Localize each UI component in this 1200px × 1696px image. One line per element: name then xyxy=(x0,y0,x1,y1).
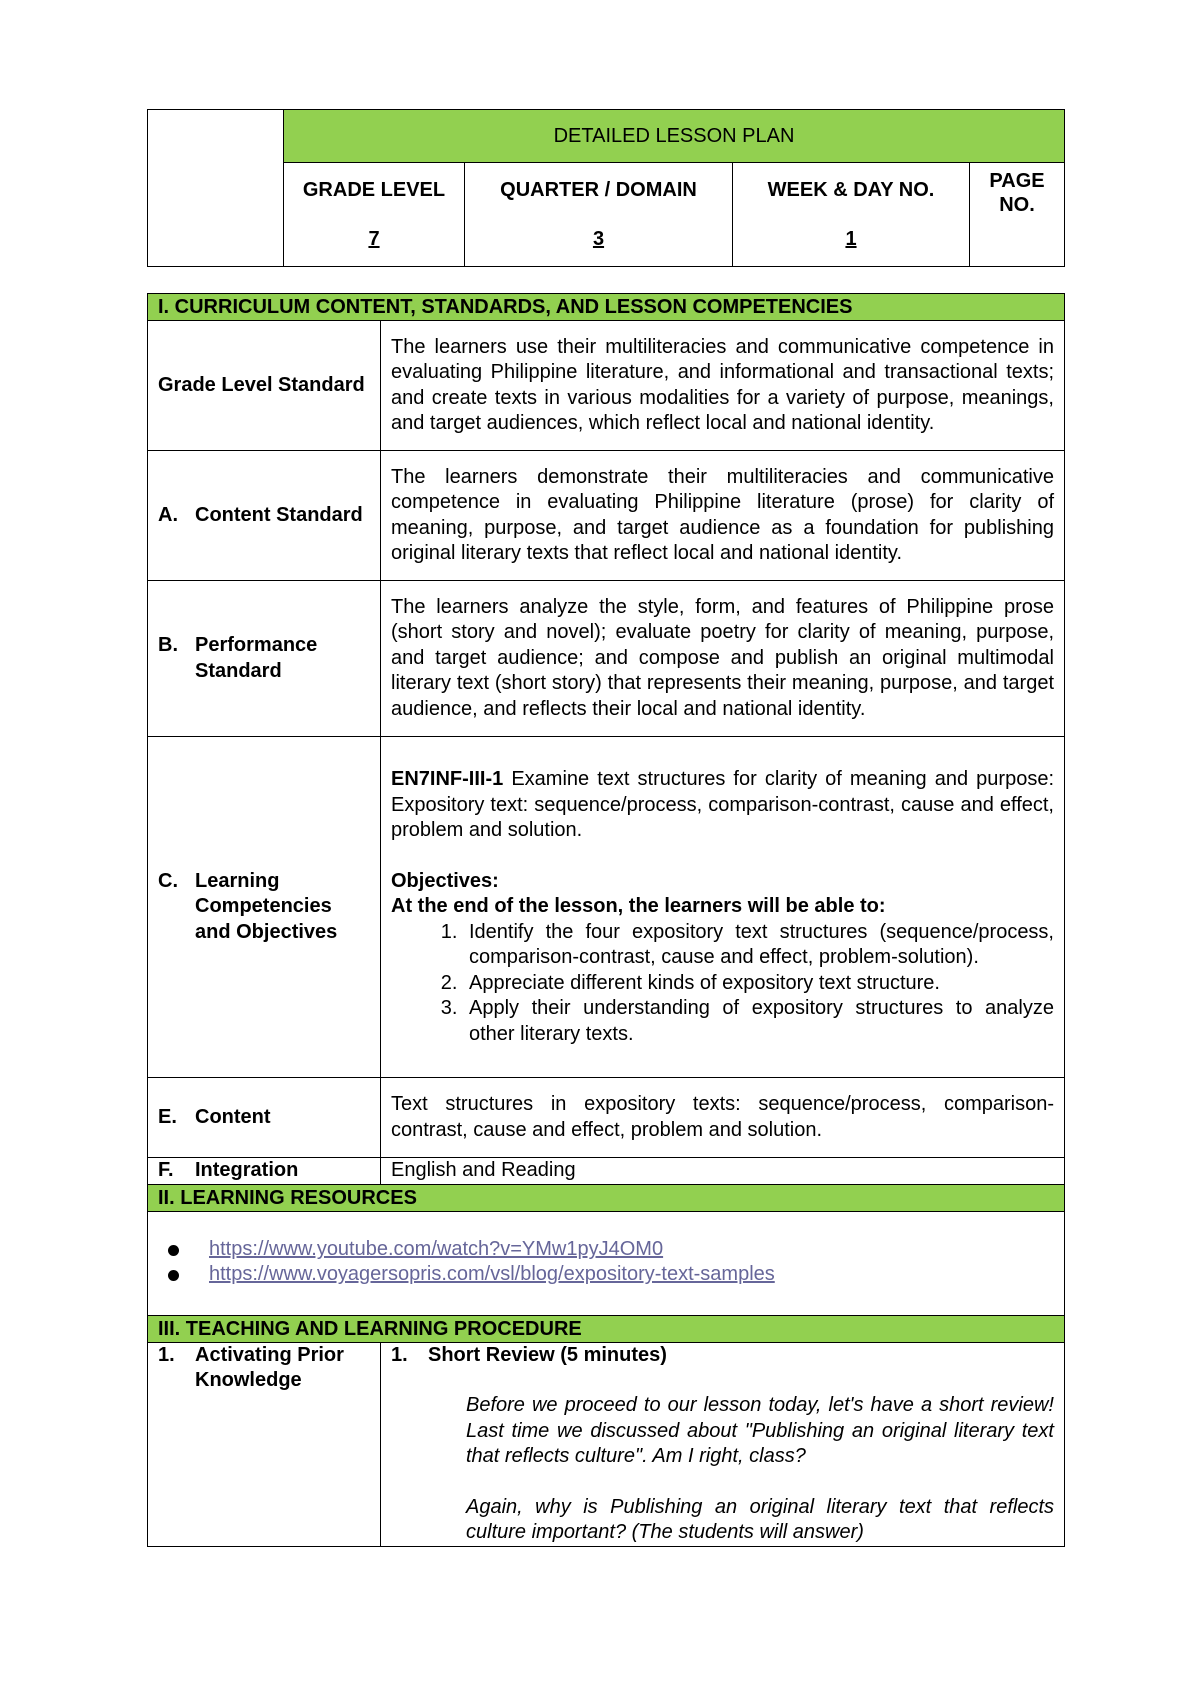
review-paragraph-1: Before we proceed to our lesson today, let's have a short review! Last time we discussed about "Publishing an original literary text that reflects culture". Am I right, class? xyxy=(466,1394,1054,1467)
short-review-title: Short Review (5 minutes) xyxy=(428,1343,667,1366)
week-day-cell xyxy=(733,163,970,267)
content-standard-label xyxy=(148,451,381,581)
performance-standard-mark: B. xyxy=(158,634,178,656)
objectives-intro: At the end of the lesson, the learners will be able to: xyxy=(391,895,886,917)
objectives-title: Objectives: xyxy=(391,869,499,892)
competency-code: EN7INF-III-1 xyxy=(391,768,504,790)
competency-statement xyxy=(391,767,1054,844)
integration-label xyxy=(148,1158,381,1185)
grade-level-cell xyxy=(284,163,465,267)
review-paragraph-2: Again, why is Publishing an original literary text that reflects culture important? (The students will answer) xyxy=(466,1495,1054,1543)
section-curriculum-heading: I. CURRICULUM CONTENT, STANDARDS, AND LESSON COMPETENCIES xyxy=(148,294,1065,321)
activating-label-text: Activating Prior Knowledge xyxy=(195,1343,344,1391)
resources-cell xyxy=(148,1211,1065,1315)
objective-item: 2. Appreciate different kinds of expository text structure. xyxy=(463,971,1054,997)
bullet-icon xyxy=(168,1245,179,1256)
resource-link-item xyxy=(168,1238,1054,1263)
competencies-mark: C. xyxy=(158,869,178,892)
page-no-cell xyxy=(970,163,1065,267)
activating-prior-knowledge-label xyxy=(148,1342,381,1546)
competencies-label xyxy=(148,737,381,1078)
integration-mark: F. xyxy=(158,1159,174,1181)
content-mark: E. xyxy=(158,1105,177,1128)
grade-level-label: GRADE LEVEL xyxy=(302,179,446,201)
integration-text: English and Reading xyxy=(381,1158,1065,1185)
content-label xyxy=(148,1078,381,1158)
content-standard-label-text: Content Standard xyxy=(195,503,363,526)
resource-links-list xyxy=(158,1238,1054,1288)
competencies-content xyxy=(381,737,1065,1078)
objectives-list xyxy=(391,920,1054,1048)
bullet-icon xyxy=(168,1270,179,1281)
short-review-heading xyxy=(391,1343,1054,1369)
content-standard-text: The learners demonstrate their multiliteracies and communicative competence in evaluating Philippine literature (prose) for clarity of meaning, purpose, and target audience as a foundation for publishing original literary texts that reflect local and national identity. xyxy=(381,451,1065,581)
short-review-mark: 1. xyxy=(391,1343,408,1366)
grade-level-standard-label xyxy=(148,321,381,451)
performance-standard-label xyxy=(148,581,381,737)
content-label-text: Content xyxy=(195,1105,271,1128)
week-day-label: WEEK & DAY NO. xyxy=(767,179,935,201)
page-no-label: PAGE NO. xyxy=(989,170,1045,216)
activating-mark: 1. xyxy=(158,1343,175,1366)
performance-standard-label-text: Performance Standard xyxy=(195,634,318,682)
objective-item: 1. Identify the four expository text structures (sequence/process, comparison-contrast, cause and effect, problem-solution). xyxy=(463,920,1054,971)
grade-level-standard-text: The learners use their multiliteracies and communicative competence in evaluating Philippine literature, and informational and transactional texts; and create texts in various modalities for a variety of purpose, meanings, and target audiences, which reflect local and national identity. xyxy=(381,321,1065,451)
competencies-label-text: Learning Competencies and Objectives xyxy=(195,869,338,943)
performance-standard-text: The learners analyze the style, form, and features of Philippine prose (short story and novel); evaluate poetry for clarity of meaning, purpose, and target audience; and compose and publish an original multimodal literary text (short story) that represents their meaning, purpose, and target audience, and reflects their local and national identity. xyxy=(381,581,1065,737)
youtube-resource-link[interactable]: https://www.youtube.com/watch?v=YMw1pyJ4OM0 xyxy=(209,1238,664,1261)
content-text: Text structures in expository texts: sequence/process, comparison-contrast, cause and effect, problem and solution. xyxy=(381,1078,1065,1158)
resource-link-item xyxy=(168,1263,1054,1288)
voyagersopris-resource-link[interactable]: https://www.voyagersopris.com/vsl/blog/expository-text-samples xyxy=(209,1263,775,1286)
lesson-content-table xyxy=(147,293,1065,1547)
section-resources-heading: II. LEARNING RESOURCES xyxy=(148,1184,1065,1211)
section-procedure-heading: III. TEACHING AND LEARNING PROCEDURE xyxy=(148,1315,1065,1342)
week-day-value: 1 xyxy=(845,228,857,250)
competency-text: Examine text structures for clarity of meaning and purpose: Expository text: sequence/process, comparison-contrast, cause and effect, problem and solution. xyxy=(391,768,1054,841)
quarter-domain-value: 3 xyxy=(592,228,605,250)
integration-label-text: Integration xyxy=(195,1159,299,1181)
grade-level-value: 7 xyxy=(368,228,380,250)
header-table xyxy=(147,109,1065,267)
activating-content xyxy=(381,1342,1065,1546)
grade-level-standard-label-text: Grade Level Standard xyxy=(158,373,365,396)
logo-cell xyxy=(148,110,284,267)
content-standard-mark: A. xyxy=(158,503,178,526)
quarter-domain-cell xyxy=(465,163,733,267)
quarter-domain-label: QUARTER / DOMAIN xyxy=(500,179,697,201)
objective-item: 3. Apply their understanding of expository structures to analyze other literary texts. xyxy=(463,996,1054,1047)
lesson-plan-title: DETAILED LESSON PLAN xyxy=(284,110,1065,163)
